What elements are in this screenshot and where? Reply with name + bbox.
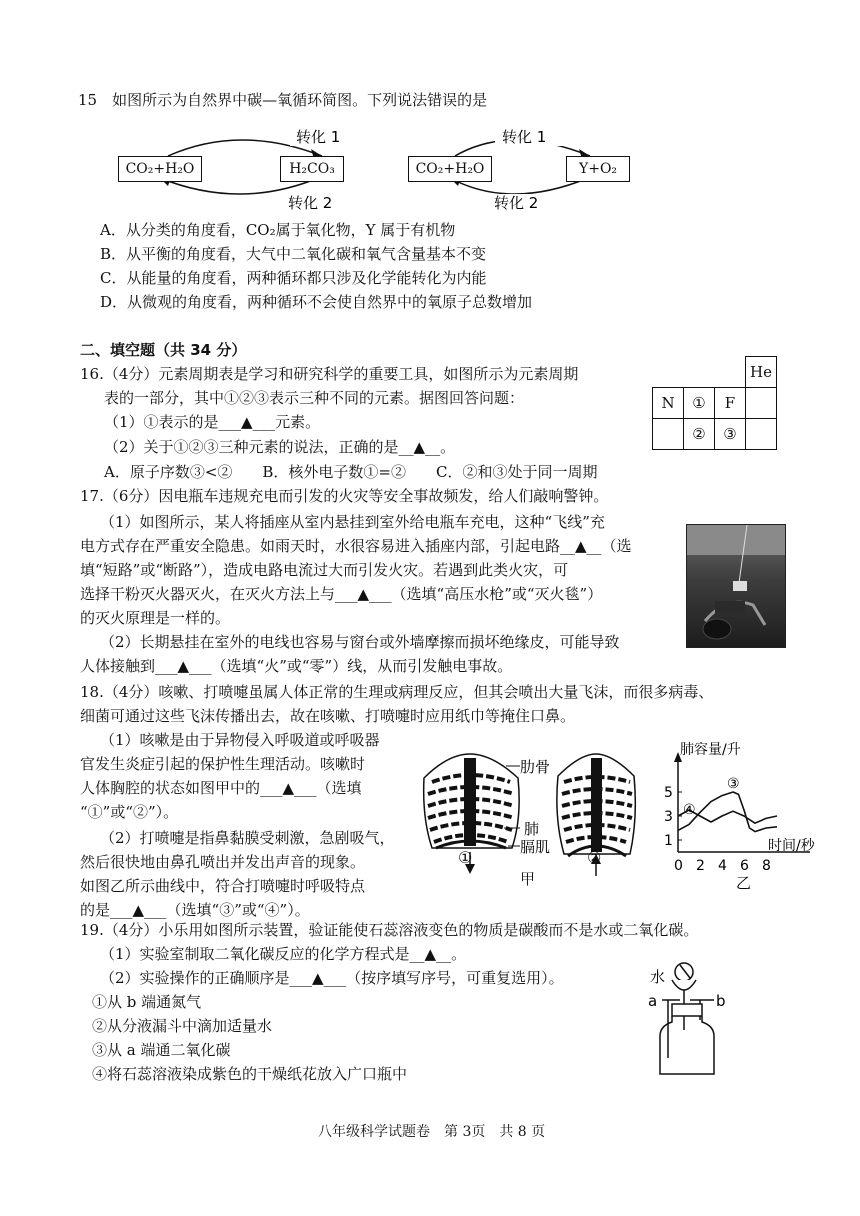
q17-line-2: （1）如图所示，某人将插座从室内悬挂到室外给电瓶车充电，这种“飞线”充 bbox=[100, 513, 605, 531]
cell-empty bbox=[653, 419, 684, 450]
fig-jia-caption: 甲 bbox=[520, 870, 536, 888]
q15-stem: 15 如图所示为自然界中碳—氧循环简图。下列说法错误的是 bbox=[78, 91, 488, 109]
q15-option-d: D．从微观的角度看，两种循环不会使自然界中的氧原子总数增加 bbox=[100, 293, 533, 311]
q15-option-a: A．从分类的角度看，CO₂属于氧化物，Y 属于有机物 bbox=[100, 221, 456, 239]
x-tick-label: 6 bbox=[740, 858, 749, 874]
q16-line-3: （1）①表示的是___▲___元素。 bbox=[104, 413, 321, 431]
cell-1: ① bbox=[684, 388, 715, 419]
q19-line-1: 19.（4分）小乐用如图所示装置，验证能使石蕊溶液变色的物质是碳酸而不是水或二氧化碳。 bbox=[80, 921, 699, 939]
series-label-2: ④ bbox=[683, 802, 696, 818]
q19-line-3: （2）实验操作的正确顺序是___▲___（按序填写序号，可重复选用）。 bbox=[100, 969, 564, 987]
cycle1-bottom-label: 转化 2 bbox=[288, 194, 333, 212]
thorax-marker-1: ① bbox=[458, 848, 473, 867]
y-axis-label: 肺容量/升 bbox=[680, 742, 741, 758]
q17-line-6: 的灭火原理是一样的。 bbox=[80, 609, 231, 627]
cycle1-left-box: CO₂+H₂O bbox=[118, 156, 202, 182]
q18-line-8: 然后很快地由鼻孔喷出并发出声音的现象。 bbox=[80, 853, 366, 871]
q18-line-2: 细菌可通过这些飞沫传播出去，故在咳嗽、打喷嚏时应用纸巾等掩住口鼻。 bbox=[80, 707, 576, 725]
cell-he: He bbox=[746, 357, 777, 388]
q18-line-3: （1）咳嗽是由于异物侵入呼吸道或呼吸器 bbox=[100, 731, 380, 749]
q16-line-5: A．原子序数③<② B．核外电子数①=② C．②和③处于同一周期 bbox=[104, 463, 598, 481]
q17-line-1: 17.（6分）因电瓶车违规充电而引发的火灾等安全事故频发，给人们敲响警钟。 bbox=[80, 487, 609, 505]
periodic-table-fragment bbox=[652, 356, 777, 450]
q16-line-1: 16.（4分）元素周期表是学习和研究科学的重要工具，如图所示为元素周期 bbox=[80, 365, 579, 383]
cell-f: F bbox=[715, 388, 746, 419]
lung-volume-chart bbox=[660, 742, 850, 892]
q16-line-2: 表的一部分，其中①②③表示三种不同的元素。据图回答问题： bbox=[104, 389, 525, 407]
section-title: 二、填空题（共 34 分） bbox=[80, 341, 247, 359]
label-rib: 肋骨 bbox=[520, 758, 551, 776]
thorax-marker-2: ② bbox=[587, 848, 602, 867]
cell-3: ③ bbox=[715, 419, 746, 450]
y-tick-label: 1 bbox=[664, 833, 673, 849]
q17-line-5: 选择干粉灭火器灭火，在灭火方法上与___▲___（选填“高压水枪”或“灭火毯”） bbox=[80, 585, 603, 603]
q17-line-8: 人体接触到___▲___（选填“火”或“零”）线，从而引发触电事故。 bbox=[80, 657, 513, 675]
x-tick-label: 8 bbox=[762, 858, 771, 874]
q19-step-3: ③从 a 端通二氧化碳 bbox=[92, 1041, 231, 1059]
cell-empty bbox=[746, 388, 777, 419]
cycle2-top-label: 转化 1 bbox=[502, 128, 547, 146]
label-diaphragm: 膈肌 bbox=[520, 838, 551, 856]
fig-yi-caption: 乙 bbox=[736, 874, 752, 892]
q16-line-4: （2）关于①②③三种元素的说法，正确的是__▲__。 bbox=[104, 438, 456, 456]
q18-line-7: （2）打喷嚏是指鼻黏膜受刺激，急剧吸气， bbox=[100, 829, 395, 847]
label-lung: 肺 bbox=[524, 820, 540, 838]
x-tick-label: 0 bbox=[674, 858, 683, 874]
scooter-photo-sketch bbox=[687, 525, 785, 647]
x-tick-label: 2 bbox=[696, 858, 705, 874]
q19-step-1: ①从 b 端通氮气 bbox=[92, 993, 202, 1011]
q17-line-4: 填“短路”或“断路”），造成电路电流过大而引发火灾。若遇到此类火灾，可 bbox=[80, 561, 569, 579]
q18-line-1: 18.（4分）咳嗽、打喷嚏虽属人体正常的生理或病理反应，但其会喷出大量飞沫，而很多病毒、 bbox=[80, 683, 714, 701]
q15-option-c: C．从能量的角度看，两种循环都只涉及化学能转化为内能 bbox=[100, 269, 487, 287]
label-b: b bbox=[716, 992, 726, 1010]
cycle2-right-box: Y+O₂ bbox=[566, 156, 630, 182]
cycle1-top-label: 转化 1 bbox=[296, 128, 341, 146]
q18-line-5: 人体胸腔的状态如图甲中的___▲___（选填 bbox=[80, 779, 362, 797]
cell-n: N bbox=[653, 388, 684, 419]
cycle2-left-box: CO₂+H₂O bbox=[408, 156, 492, 182]
q19-step-2: ②从分液漏斗中滴加适量水 bbox=[92, 1017, 273, 1035]
q18-line-6: “①”或“②”）。 bbox=[80, 803, 179, 821]
cycle2-bottom-label: 转化 2 bbox=[494, 194, 539, 212]
cell-empty bbox=[746, 419, 777, 450]
q18-line-9: 如图乙所示曲线中，符合打喷嚏时呼吸特点 bbox=[80, 877, 366, 895]
gas-bottle-apparatus bbox=[640, 960, 750, 1080]
q19-line-2: （1）实验室制取二氧化碳反应的化学方程式是__▲__。 bbox=[100, 945, 467, 963]
page-footer: 八年级科学试题卷 第 3页 共 8 页 bbox=[318, 1124, 546, 1140]
series-label-1: ③ bbox=[727, 776, 740, 792]
x-axis-label: 时间/秒 bbox=[768, 838, 815, 854]
q18-line-10: 的是___▲___（选填“③”或“④”）。 bbox=[80, 901, 310, 919]
q19-step-4: ④将石蕊溶液染成紫色的干燥纸花放入广口瓶中 bbox=[92, 1065, 408, 1083]
q17-line-3: 电方式存在严重安全隐患。如雨天时，水很容易进入插座内部，引起电路__▲__（选 bbox=[80, 537, 632, 555]
q15-option-b: B．从平衡的角度看，大气中二氧化碳和氧气含量基本不变 bbox=[100, 245, 487, 263]
q17-line-7: （2）长期悬挂在室外的电线也容易与窗台或外墙摩擦而损坏绝缘皮，可能导致 bbox=[100, 633, 620, 651]
thorax-figure bbox=[412, 748, 642, 888]
y-tick-label: 3 bbox=[664, 809, 673, 825]
y-tick-label: 5 bbox=[664, 785, 673, 801]
label-a: a bbox=[648, 992, 658, 1010]
scooter-charging-photo bbox=[686, 524, 786, 648]
cell-2: ② bbox=[684, 419, 715, 450]
q18-line-4: 官发生炎症引起的保护性生理活动。咳嗽时 bbox=[80, 755, 366, 773]
x-tick-label: 4 bbox=[718, 858, 727, 874]
label-water: 水 bbox=[650, 968, 666, 986]
cycle1-right-box: H₂CO₃ bbox=[280, 156, 344, 182]
